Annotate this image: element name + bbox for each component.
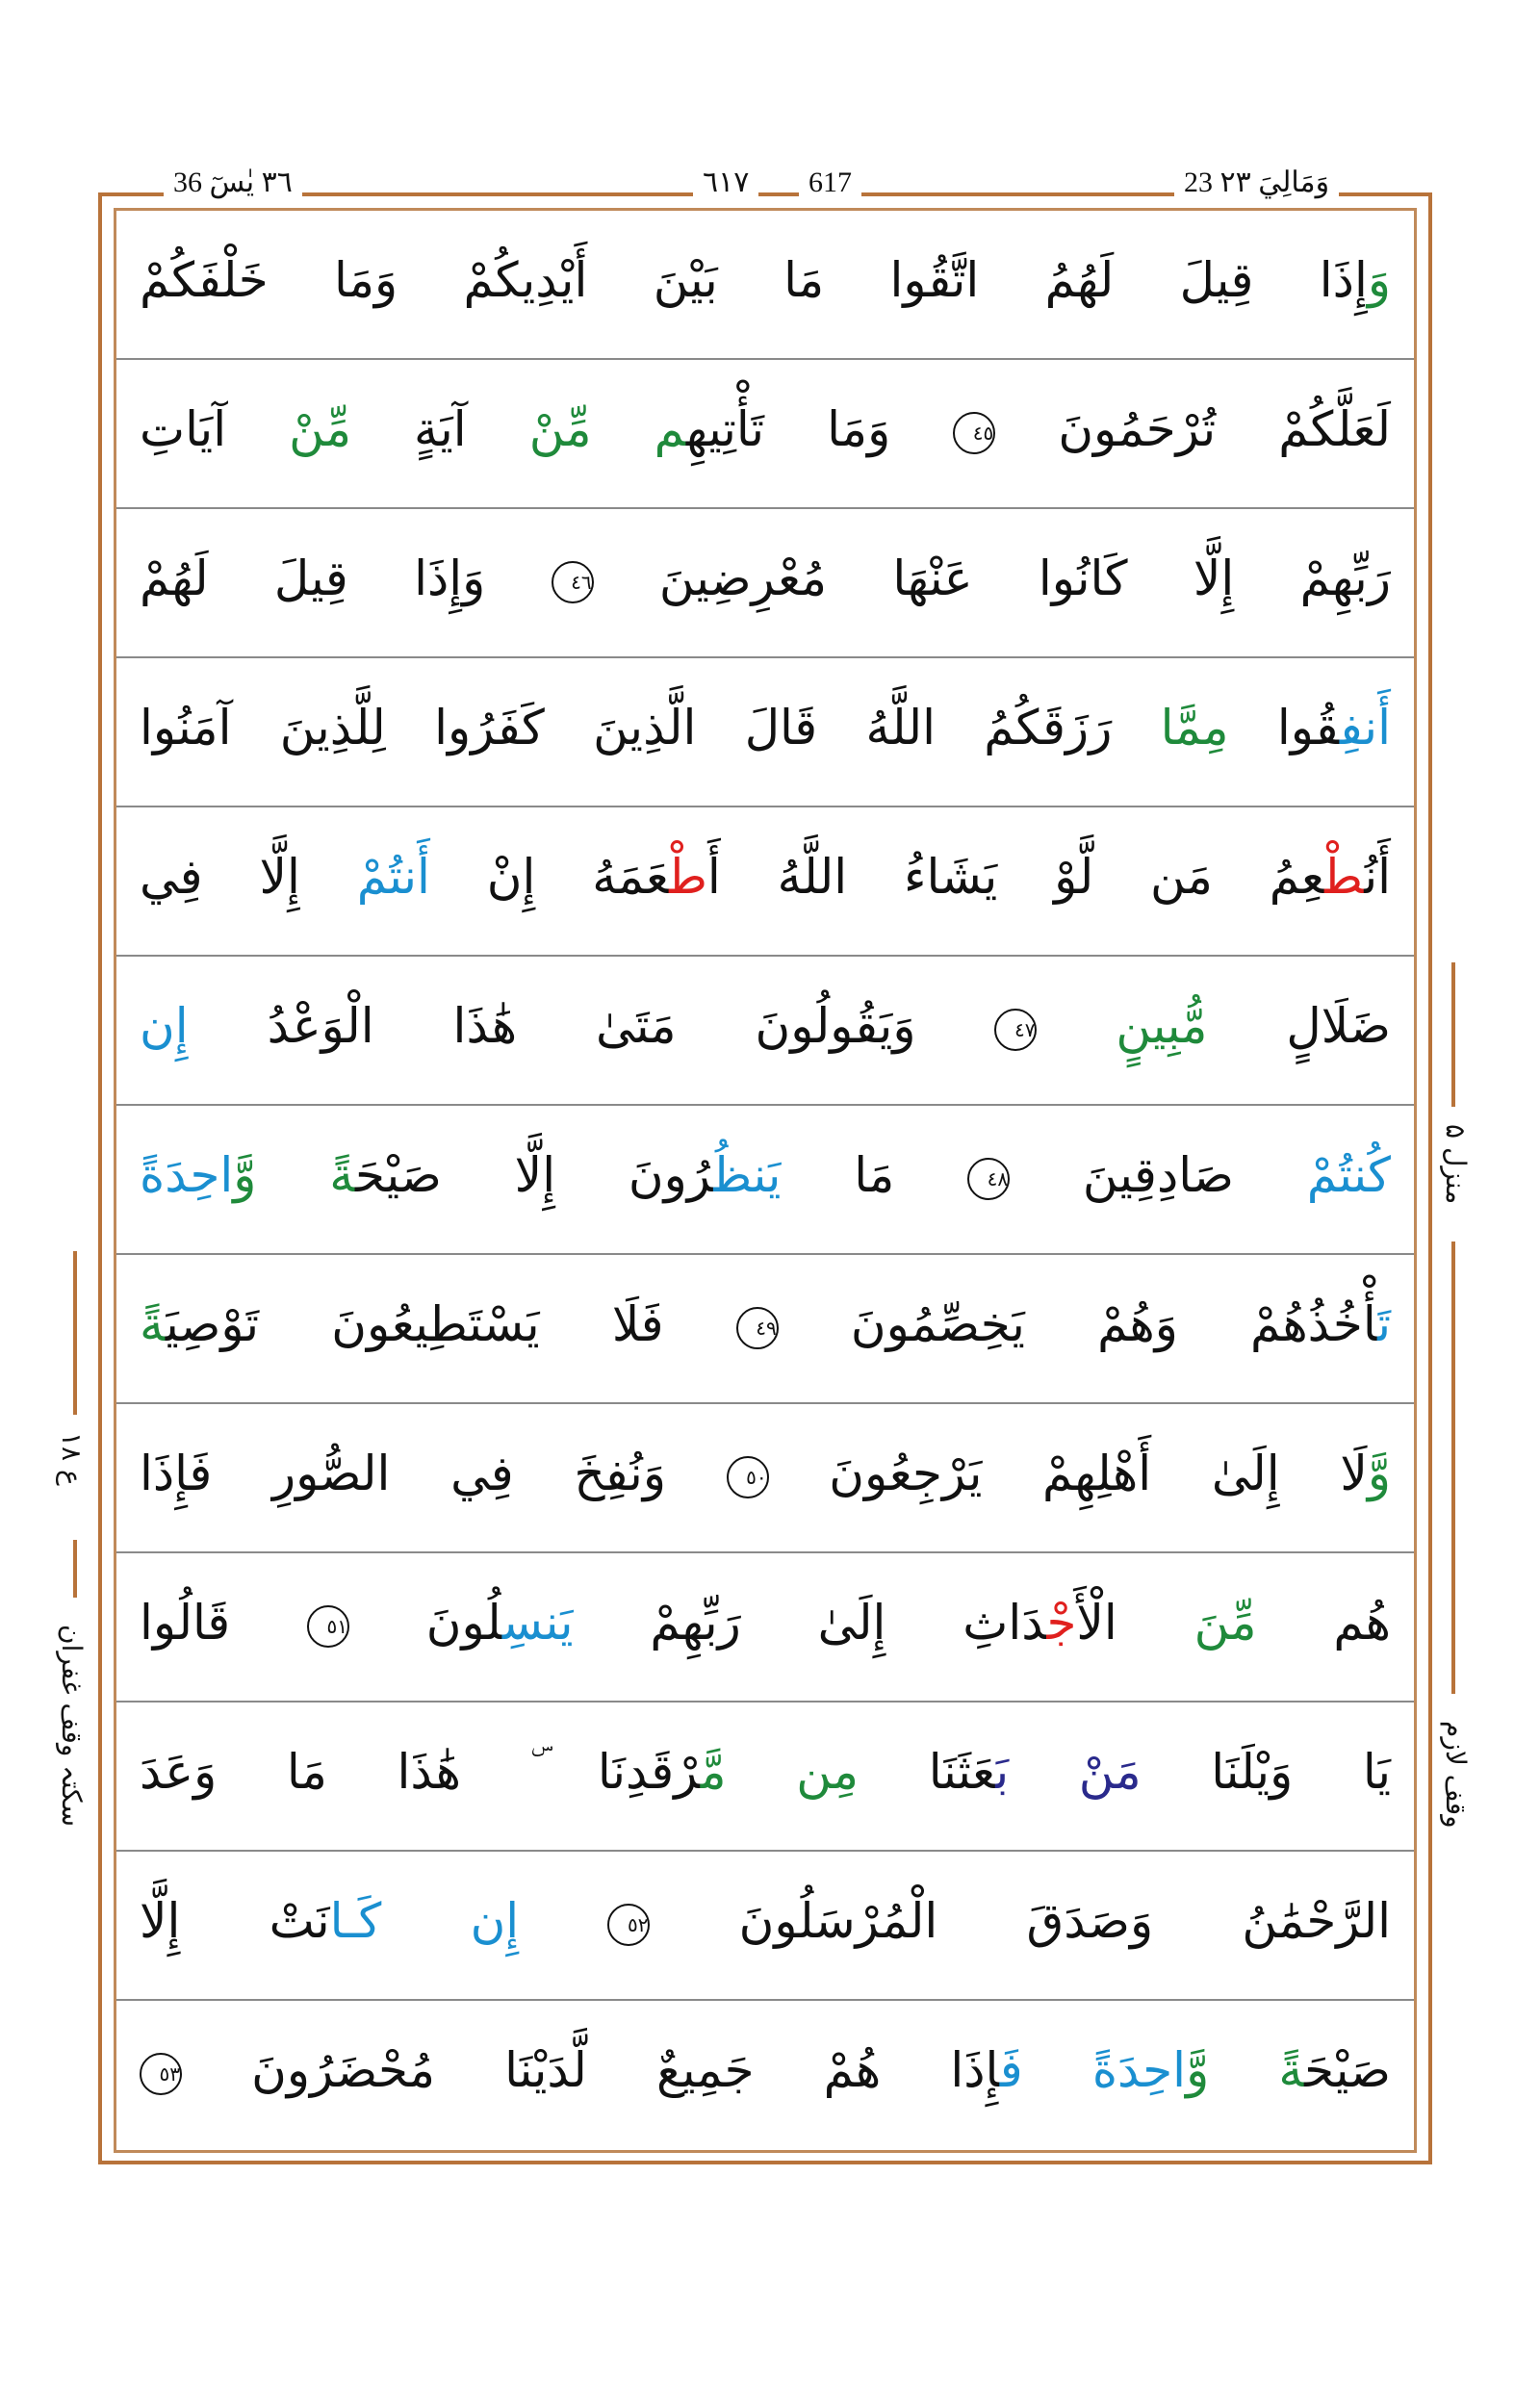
tajweed-colored-text: يَنسِ xyxy=(501,1595,574,1651)
verse-segment: أْخُذُهُمْ وَهُمْ يَخِصِّمُونَ xyxy=(778,1296,1378,1352)
ayah-number-marker: ٤٧ xyxy=(994,1009,1037,1051)
verse-segment: يَا وَيْلَنَا xyxy=(1141,1744,1392,1800)
verse-segment: إِذَا قِيلَ لَهُمُ اتَّقُوا مَا بَيْنَ أَيْدِيكُمْ وَمَا خَلْفَكُمْ xyxy=(140,252,1368,308)
verse-segment: نَتْ إِلَّا xyxy=(140,1893,330,1949)
verse-line xyxy=(116,957,1414,1106)
ayah-number-marker: ٤٥ xyxy=(953,412,995,454)
tajweed-colored-text: احِدَةً xyxy=(140,1147,234,1203)
verse-text xyxy=(140,530,1391,627)
verse-line xyxy=(116,211,1414,360)
verse-segment: رْقَدِنَا ۜ هَٰذَا مَا وَعَدَ xyxy=(140,1744,701,1800)
tajweed-colored-text: مُّبِينٍ xyxy=(1116,998,1208,1054)
verse-segment: لَا إِلَىٰ أَهْلِهِمْ يَرْجِعُونَ xyxy=(768,1446,1368,1501)
tajweed-colored-text: وَّ xyxy=(1367,1446,1391,1501)
margin-rule xyxy=(73,1251,77,1415)
verse-line xyxy=(116,807,1414,957)
verse-text xyxy=(140,1724,1391,1820)
verse-line xyxy=(116,1404,1414,1553)
margin-rule xyxy=(1451,1242,1455,1694)
verse-segment: أَنُ xyxy=(1364,849,1391,905)
verse-text xyxy=(140,232,1391,328)
verse-text xyxy=(140,978,1391,1074)
verse-line xyxy=(116,2001,1414,2150)
tajweed-colored-text: مِّنْ xyxy=(289,401,351,457)
tajweed-colored-text: طْ xyxy=(1324,849,1365,905)
verse-segment: مَا xyxy=(781,1147,968,1203)
tajweed-colored-text: إِن كَـا xyxy=(329,1893,520,1949)
verse-line xyxy=(116,1106,1414,1255)
verse-segment: آيَاتِ xyxy=(140,401,290,457)
verse-segment: ضَلَالٍ xyxy=(1207,998,1391,1054)
ruku-marker: ع ١٨ xyxy=(56,1424,88,1494)
tajweed-colored-text: ةً وَّ xyxy=(1186,2042,1305,2098)
verse-segment: لُونَ xyxy=(348,1595,502,1651)
tajweed-colored-text: م مِّنْ xyxy=(528,401,686,457)
manzil-marker: منزل ۵ xyxy=(1440,1116,1472,1212)
verse-text xyxy=(140,1575,1391,1671)
verse-segment: لَعَلَّكُمْ تُرْحَمُونَ xyxy=(995,401,1392,457)
tajweed-colored-text: إِن xyxy=(140,998,189,1054)
text-frame xyxy=(114,208,1417,2153)
tajweed-colored-text: طْ xyxy=(669,849,707,905)
verse-text xyxy=(140,679,1391,776)
tajweed-colored-text: مِّنَ xyxy=(1194,1595,1257,1651)
verse-segment: رَبِّهِمْ إِلَّا كَانُوا عَنْهَا مُعْرِضِينَ xyxy=(593,550,1391,606)
tajweed-colored-text: احِدَةً فَ xyxy=(999,2042,1187,2098)
verse-line xyxy=(116,509,1414,658)
verse-segment: رُونَ إِلَّا صَيْحَ xyxy=(355,1147,714,1203)
ayah-number-marker: ٥١ xyxy=(307,1605,349,1648)
verse-segment: الْأَ xyxy=(1076,1595,1194,1651)
tajweed-colored-text: مَنْ بَ xyxy=(995,1744,1142,1800)
tajweed-colored-text: جْ xyxy=(1046,1595,1077,1651)
tajweed-colored-text: تَ xyxy=(1377,1296,1391,1352)
verse-line xyxy=(116,1553,1414,1703)
verse-segment xyxy=(519,1893,607,1949)
waqf-lazim-marker: وقف لازم xyxy=(1440,1713,1472,1836)
verse-segment: صَيْحَ xyxy=(1304,2042,1391,2098)
verse-segment: قَالُوا xyxy=(140,1595,307,1651)
verse-segment: عَثَنَا xyxy=(859,1744,996,1800)
surah-name: ٣٦ يٰسٓ 36 xyxy=(164,164,302,202)
verse-text xyxy=(140,1873,1391,1969)
juz-name: 23 وَمَالِيَ ٢٣ xyxy=(1174,164,1339,202)
page-frame xyxy=(98,192,1432,2164)
ayah-number-marker: ٥٠ xyxy=(727,1456,769,1498)
ayah-number-marker: ٥٣ xyxy=(140,2053,182,2095)
verse-segment: قُوا xyxy=(1228,700,1340,755)
ayah-number-marker: ٤٩ xyxy=(736,1307,779,1349)
verse-segment: عَمَهُ إِنْ xyxy=(429,849,670,905)
tajweed-colored-text: أَنتُمْ xyxy=(356,849,430,905)
verse-text xyxy=(140,1276,1391,1372)
tajweed-colored-text: مِن مَّ xyxy=(700,1744,860,1800)
verse-segment: عِمُ مَن لَّوْ يَشَاءُ اللَّهُ أَ xyxy=(706,849,1325,905)
ayah-number-marker: ٤٦ xyxy=(552,561,594,603)
verse-segment: دَاثِ إِلَىٰ رَبِّهِمْ xyxy=(573,1595,1047,1651)
page-number: 617 xyxy=(799,164,861,202)
margin-rule xyxy=(1451,962,1455,1107)
tajweed-colored-text: أَنفِ xyxy=(1339,700,1391,755)
page-number-arabic: ٦١٧ xyxy=(693,164,758,202)
verse-text xyxy=(140,829,1391,925)
verse-text xyxy=(140,381,1391,477)
verse-line xyxy=(116,658,1414,807)
verse-segment: فَلَا يَسْتَطِيعُونَ تَوْصِيَ xyxy=(165,1296,736,1352)
verse-segment: إِلَّا فِي xyxy=(140,849,357,905)
tajweed-colored-text: ةً xyxy=(140,1296,166,1352)
verse-text xyxy=(140,1425,1391,1522)
verse-segment: وَمَا تَأْتِيهِ xyxy=(685,401,954,457)
waqf-ghufran-marker: سکتہ وقف غفران xyxy=(56,1617,88,1834)
tajweed-colored-text: يَنظُ xyxy=(713,1147,782,1203)
verse-segment: الرَّحْمَٰنُ وَصَدَقَ الْمُرْسَلُونَ xyxy=(650,1893,1391,1949)
verse-text xyxy=(140,1127,1391,1223)
margin-rule xyxy=(73,1540,77,1598)
verse-text xyxy=(140,2022,1391,2118)
verse-segment: وَإِذَا قِيلَ لَهُمْ xyxy=(140,550,552,606)
tajweed-colored-text: كُنتُمْ xyxy=(1306,1147,1391,1203)
verse-segment: آيَةٍ xyxy=(351,401,529,457)
verse-segment: رَزَقَكُمُ اللَّهُ قَالَ الَّذِينَ كَفَرُوا لِلَّذِينَ آمَنُوا xyxy=(140,700,1161,755)
verse-segment: إِذَا هُمْ جَمِيعٌ لَّدَيْنَا مُحْضَرُونَ xyxy=(182,2042,1000,2098)
ayah-number-marker: ٤٨ xyxy=(967,1158,1010,1200)
verse-line xyxy=(116,1852,1414,2001)
verse-segment xyxy=(1037,998,1116,1054)
verse-line xyxy=(116,1703,1414,1852)
verse-line xyxy=(116,1255,1414,1404)
verse-segment: هُم xyxy=(1256,1595,1391,1651)
ayah-number-marker: ٥٢ xyxy=(607,1904,650,1946)
verse-segment: وَنُفِخَ فِي الصُّورِ فَإِذَا xyxy=(140,1446,727,1501)
verse-line xyxy=(116,360,1414,509)
verse-segment: صَادِقِينَ xyxy=(1010,1147,1307,1203)
tajweed-colored-text: ةً وَّ xyxy=(233,1147,356,1203)
tajweed-colored-text: وَ xyxy=(1367,252,1391,308)
verse-segment: وَيَقُولُونَ مَتَىٰ هَٰذَا الْوَعْدُ xyxy=(188,998,995,1054)
tajweed-colored-text: مِمَّا xyxy=(1160,700,1229,755)
